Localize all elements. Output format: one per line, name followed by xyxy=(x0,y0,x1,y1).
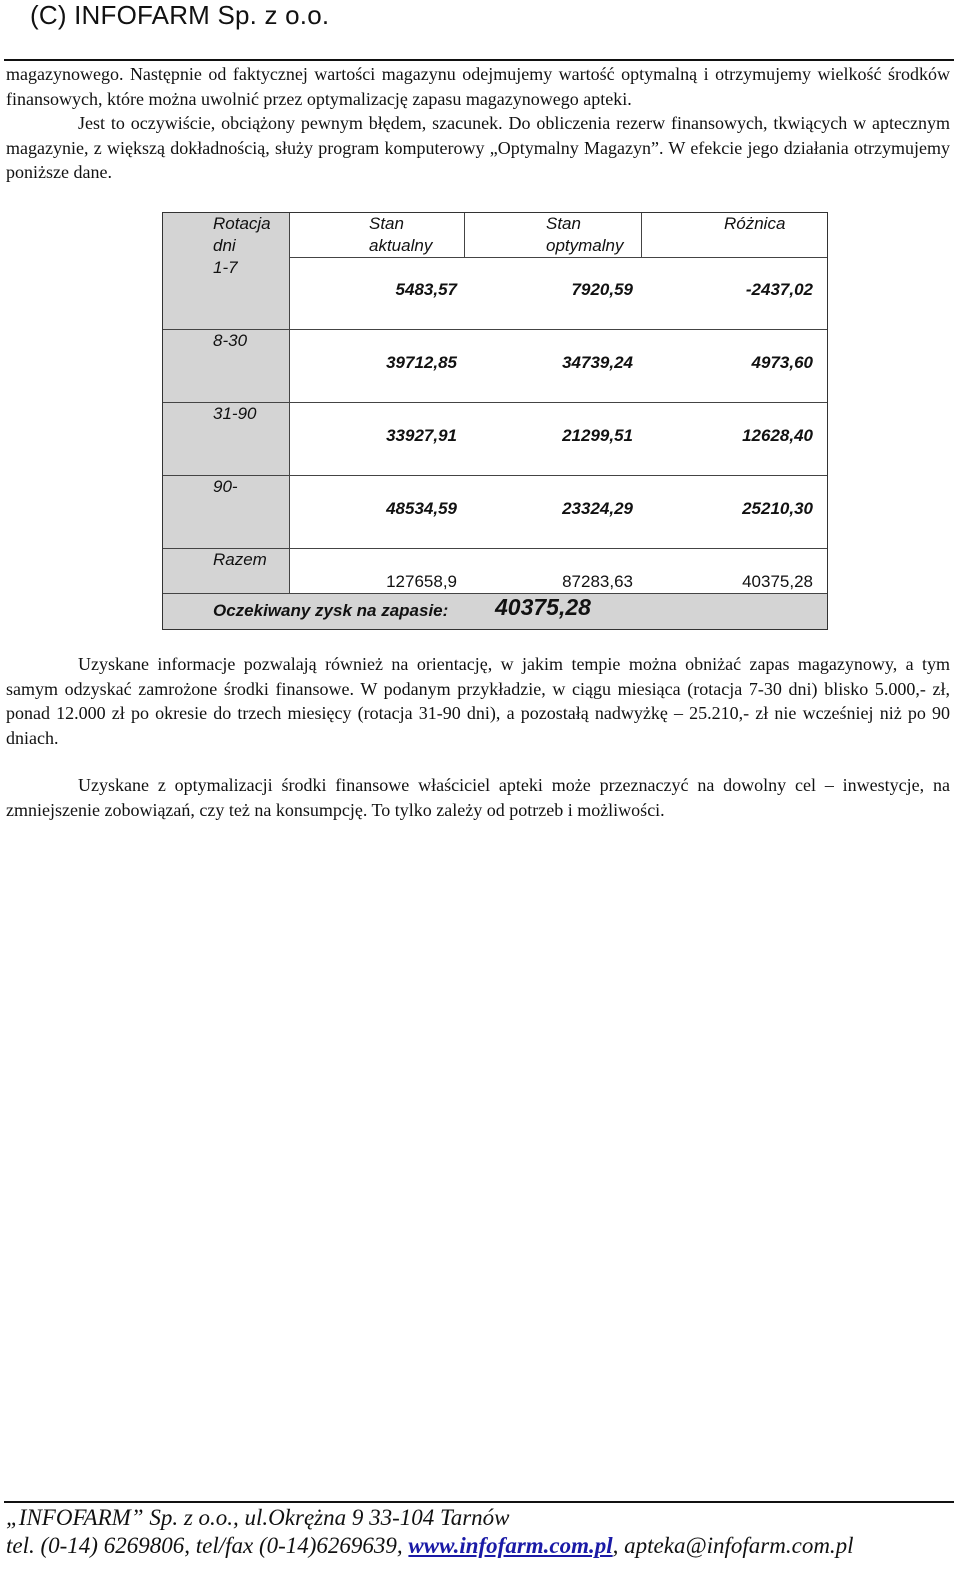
row-divider xyxy=(163,402,827,403)
footer-divider xyxy=(4,1501,954,1503)
row-1-difference: -2437,02 xyxy=(745,280,813,299)
header-difference: Różnica xyxy=(724,214,786,233)
paragraph-4-text: Uzyskane z optymalizacji środki finansowe właściciel apteki może przeznaczyć na dowolny cel – inwestycje, na zmniejszenie zobowiązań, czy też na konsumpcję. To tylko zależy od potrzeb i możliwości. xyxy=(6,775,950,820)
header-current xyxy=(369,213,432,257)
row-4-current: 48534,59 xyxy=(386,499,457,518)
row-2-difference: 4973,60 xyxy=(751,353,813,372)
header-optimal-line1: Stan xyxy=(546,214,581,233)
paragraph-2-text: Jest to oczywiście, obciążony pewnym błędem, szacunek. Do obliczenia rezerw finansowych, tkwiących w aptecznym magazynie, z większą dokładnością, służy program komputerowy „Optymalny Magazyn”. W efekcie jego działania otrzymujemy poniższe dane. xyxy=(6,113,950,182)
row-1-rotation: 1-7 xyxy=(213,258,238,277)
row-divider xyxy=(163,475,827,476)
header-divider xyxy=(4,59,954,61)
row-4-optimal: 23324,29 xyxy=(562,499,633,518)
row-divider xyxy=(163,329,827,330)
footer-phone: tel. (0-14) 6269806, tel/fax (0-14)6269639, xyxy=(6,1533,409,1558)
row-2-current: 39712,85 xyxy=(386,353,457,372)
header-optimal-line2: optymalny xyxy=(546,236,624,255)
row-4-rotation: 90- xyxy=(213,477,238,496)
total-difference: 40375,28 xyxy=(742,572,813,591)
website-link[interactable]: www.infofarm.com.pl xyxy=(408,1533,613,1558)
paragraph-3-text: Uzyskane informacje pozwalają również na orientację, w jakim tempie można obniżać zapas magazynowy, a tym samym odzyskać zamrożone środki finansowe. W podanym przykładzie, w ciągu miesiąca (rotacja 7-30 dni) blisko 5.000,- zł, ponad 12.000 zł po okresie do trzech miesięcy (rotacja 31-90 dni), a pozostałą nadwyżkę – 25.210,- zł nie wcześniej niż po 90 dniach. xyxy=(6,654,950,748)
expected-profit-value: 40375,28 xyxy=(495,594,591,620)
expected-profit-label: Oczekiwany zysk na zapasie: xyxy=(213,601,449,620)
footer-address: „INFOFARM” Sp. z o.o., ul.Okrężna 9 33-104 Tarnów xyxy=(6,1505,510,1530)
row-3-rotation: 31-90 xyxy=(213,404,257,423)
header-rotation xyxy=(213,213,271,257)
row-4-difference: 25210,30 xyxy=(742,499,813,518)
header-rotation-line2: dni xyxy=(213,236,236,255)
expected-profit-row xyxy=(163,593,827,629)
header-rotation-line1: Rotacja xyxy=(213,214,271,233)
header-current-line2: aktualny xyxy=(369,236,433,255)
paragraph-2 xyxy=(6,111,950,185)
total-label: Razem xyxy=(213,550,267,569)
header-current-line1: Stan xyxy=(369,214,404,233)
paragraph-4 xyxy=(6,773,950,822)
row-3-optimal: 21299,51 xyxy=(562,426,633,445)
row-3-current: 33927,91 xyxy=(386,426,457,445)
row-3-difference: 12628,40 xyxy=(742,426,813,445)
row-2-optimal: 34739,24 xyxy=(562,353,633,372)
row-1-current: 5483,57 xyxy=(395,280,457,299)
total-optimal: 87283,63 xyxy=(562,572,633,591)
paragraph-3 xyxy=(6,652,950,750)
total-current: 127658,9 xyxy=(386,572,457,591)
footer-contact xyxy=(6,1532,854,1560)
paragraph-1: magazynowego. Następnie od faktycznej wartości magazynu odejmujemy wartość optymalną i otrzymujemy wielkość środków finansowych, które można uwolnić przez optymalizację zapasu magazynowego apteki. xyxy=(6,64,950,109)
optimization-table xyxy=(162,212,828,630)
header-optimal xyxy=(546,213,623,257)
row-2-rotation: 8-30 xyxy=(213,331,248,350)
row-1-optimal: 7920,59 xyxy=(571,280,633,299)
page-header-title: (C) INFOFARM Sp. z o.o. xyxy=(30,0,330,30)
footer-email: , apteka@infofarm.com.pl xyxy=(612,1533,854,1558)
